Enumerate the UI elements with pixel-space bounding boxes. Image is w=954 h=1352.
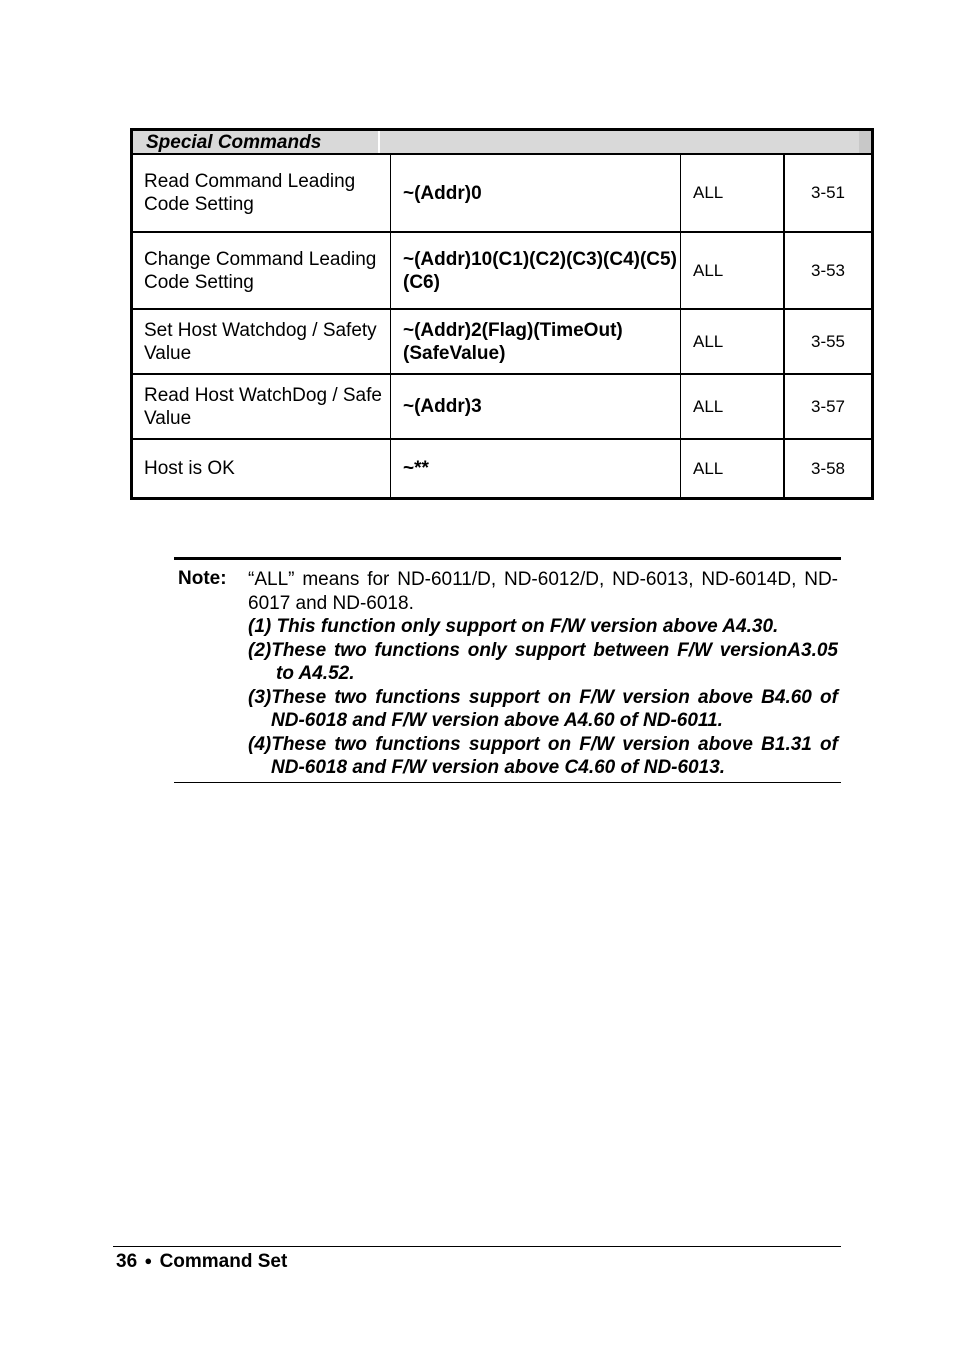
command-syntax: ~(Addr)0 <box>391 155 681 231</box>
table-row <box>133 233 871 310</box>
note-intro: “ALL” means for ND-6011/D, ND-6012/D, ND-6013, ND-6014D, ND-6017 and ND-6018. <box>248 569 838 614</box>
page-footer <box>116 1251 287 1273</box>
command-name: Change Command Leading Code Setting <box>133 233 391 308</box>
footer-section-title: Command Set <box>159 1251 288 1272</box>
command-module: ALL <box>681 440 785 497</box>
command-module: ALL <box>681 310 785 373</box>
note-item: (2)These two functions only support between F/W versionA3.05 to A4.52. <box>248 639 838 684</box>
command-page-ref: 3-51 <box>810 183 846 202</box>
footer-rule <box>113 1246 841 1247</box>
header-shade <box>859 131 871 153</box>
section-title: Special Commands <box>146 132 322 153</box>
command-module: ALL <box>681 155 785 231</box>
note-item: (4)These two functions support on F/W version above B1.31 of ND-6018 and F/W version above C4.60 of ND-6013. <box>248 733 838 778</box>
page-number: 36 <box>116 1251 138 1272</box>
command-syntax: ~(Addr)3 <box>391 375 681 438</box>
note-label: Note: <box>178 568 227 589</box>
command-syntax: ~** <box>391 440 681 497</box>
note-item: (3)These two functions support on F/W version above B4.60 of ND-6018 and F/W version above A4.60 of ND-6011. <box>248 686 838 731</box>
command-name: Set Host Watchdog / Safety Value <box>133 310 391 373</box>
command-module: ALL <box>681 233 785 308</box>
command-syntax: ~(Addr)10(C1)(C2)(C3)(C4)(C5)(C6) <box>391 233 681 308</box>
command-syntax: ~(Addr)2(Flag)(TimeOut)(SafeValue) <box>391 310 681 373</box>
command-page-ref: 3-58 <box>810 458 846 478</box>
table-row <box>133 155 871 233</box>
note-body <box>248 568 838 780</box>
command-name: Read Host WatchDog / Safe Value <box>133 375 391 438</box>
note-block <box>174 557 841 783</box>
header-divider <box>378 131 380 153</box>
command-module: ALL <box>681 375 785 438</box>
table-row <box>133 375 871 440</box>
command-name: Host is OK <box>133 440 391 497</box>
command-page-ref: 3-55 <box>810 331 846 351</box>
table-row <box>133 440 871 497</box>
command-page-ref: 3-53 <box>810 260 846 280</box>
bullet-icon: ● <box>144 1253 153 1268</box>
section-header <box>133 131 871 155</box>
command-name: Read Command Leading Code Setting <box>133 155 391 231</box>
command-table <box>130 128 874 500</box>
table-row <box>133 310 871 375</box>
note-item: (1) This function only support on F/W version above A4.30. <box>248 616 779 637</box>
command-page-ref: 3-57 <box>810 396 846 416</box>
